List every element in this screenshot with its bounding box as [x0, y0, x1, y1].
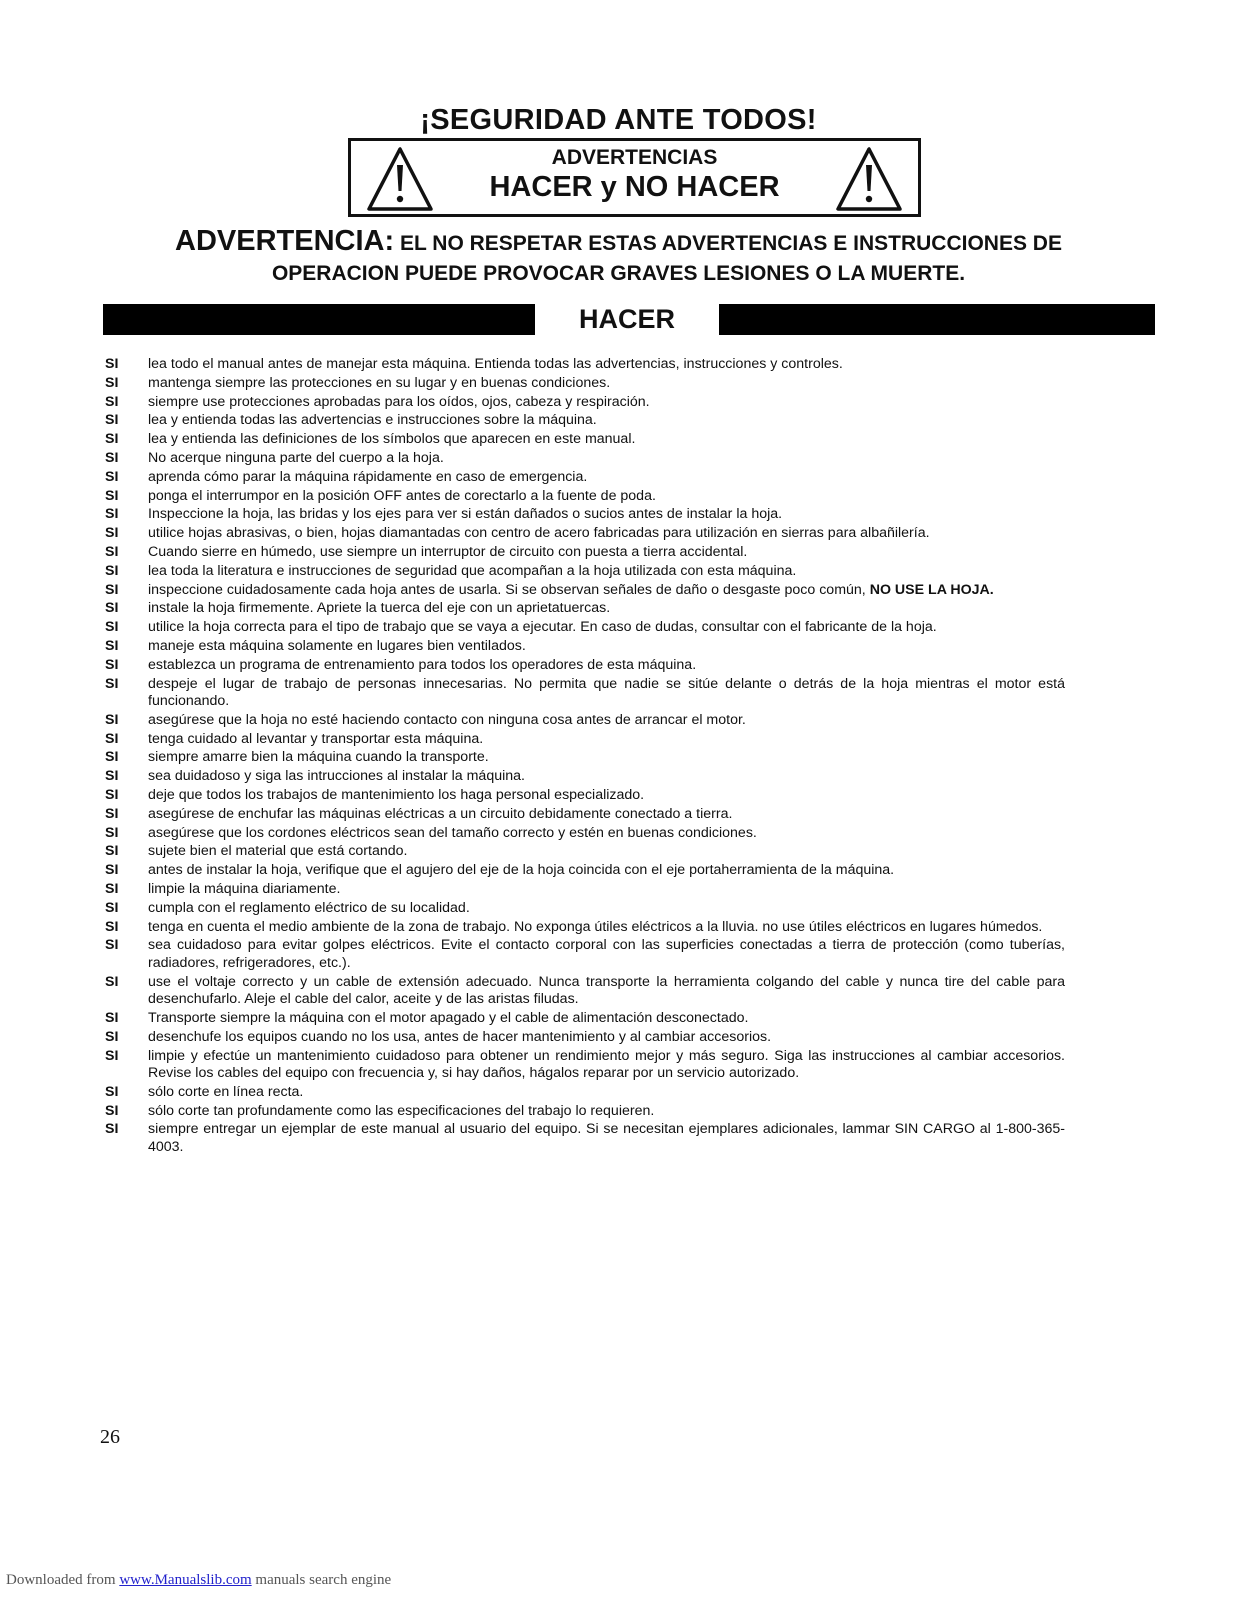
list-item — [105, 787, 1065, 805]
item-text — [148, 657, 1065, 675]
item-text-body: utilice la hoja correcta para el tipo de trabajo que se vaya a ejecutar. En caso de dudas, consultar con el fabricante de la hoja. — [148, 619, 937, 636]
list-item — [105, 1010, 1065, 1028]
item-text-body: lea y entienda todas las advertencias e instrucciones sobre la máquina. — [148, 412, 597, 429]
section-bar-right — [719, 304, 1155, 335]
list-item — [105, 900, 1065, 918]
list-item — [105, 450, 1065, 468]
item-marker: SI — [105, 805, 119, 822]
item-marker: SI — [105, 787, 119, 804]
item-text-body: asegúrese de enchufar las máquinas eléctricas a un circuito debidamente conectado a tierra. — [148, 805, 733, 822]
item-text — [148, 843, 1065, 861]
item-marker: SI — [105, 600, 119, 617]
item-text-body: asegúrese que la hoja no esté haciendo contacto con ninguna cosa antes de arrancar el motor. — [148, 711, 746, 728]
item-text-body: sujete bien el material que está cortando. — [148, 843, 408, 860]
item-marker: SI — [105, 1028, 119, 1045]
footer-link[interactable]: www.Manualslib.com — [119, 1572, 252, 1588]
item-text — [148, 525, 1065, 543]
item-text — [148, 375, 1065, 393]
warning-box-title: HACER y NO HACER — [489, 171, 780, 203]
list-item — [105, 1048, 1065, 1083]
item-text-body: No acerque ninguna parte del cuerpo a la hoja. — [148, 449, 444, 466]
item-text-body: limpie y efectúe un mantenimiento cuidadoso para obtener un rendimiento mejor y más seguro. Siga las instrucciones al cambiar accesorios. Revise los cables del equipo con frecuencia y, si hay daños, hágalos reparar por un servicio autorizado. — [148, 1047, 1065, 1082]
list-item — [105, 544, 1065, 562]
item-text — [148, 394, 1065, 412]
item-text-body: utilice hojas abrasivas, o bien, hojas diamantadas con centro de acero fabricadas para utilización en sierras para albañilería. — [148, 525, 930, 542]
warning-box — [348, 138, 921, 217]
item-marker: SI — [105, 862, 119, 879]
item-marker: SI — [105, 973, 119, 990]
list-item — [105, 881, 1065, 899]
item-text-body: desenchufe los equipos cuando no los usa, antes de hacer mantenimiento y al cambiar accesorios. — [148, 1028, 772, 1045]
list-item — [105, 356, 1065, 374]
item-text-body: limpie la máquina diariamente. — [148, 881, 341, 898]
item-text — [148, 619, 1065, 637]
item-marker: SI — [105, 1047, 119, 1064]
list-item — [105, 843, 1065, 861]
list-item — [105, 862, 1065, 880]
item-text — [148, 749, 1065, 767]
item-text — [148, 712, 1065, 730]
item-text-body: deje que todos los trabajos de mantenimiento los haga personal especializado. — [148, 787, 645, 804]
item-marker: SI — [105, 768, 119, 785]
item-text-body: lea y entienda las definiciones de los símbolos que aparecen en este manual. — [148, 431, 636, 448]
list-item — [105, 768, 1065, 786]
warning-box-subtitle: ADVERTENCIAS — [551, 146, 718, 169]
list-item — [105, 919, 1065, 937]
list-item — [105, 394, 1065, 412]
item-marker: SI — [105, 1083, 119, 1100]
item-marker: SI — [105, 711, 119, 728]
item-text-body: siempre entregar un ejemplar de este manual al usuario del equipo. Si se necesitan ejemplares adicionales, lammar SIN CARGO al 1-800-365-4003. — [148, 1121, 1065, 1155]
item-marker: SI — [105, 675, 119, 692]
item-text — [148, 919, 1065, 937]
item-text-body: siempre use protecciones aprobadas para los oídos, ojos, cabeza y respiración. — [148, 393, 650, 410]
item-text-body: siempre amarre bien la máquina cuando la transporte. — [148, 749, 489, 766]
item-text-body: establezca un programa de entrenamiento para todos los operadores de esta máquina. — [148, 656, 697, 673]
list-item — [105, 657, 1065, 675]
item-text-body: lea toda la literatura e instrucciones de seguridad que acompañan a la hoja utilizada con esta máquina. — [148, 562, 797, 579]
item-text — [148, 450, 1065, 468]
item-text-body: Inspeccione la hoja, las bridas y los ejes para ver si están dañados o sucios antes de instalar la hoja. — [148, 506, 783, 523]
item-text-body: cumpla con el reglamento eléctrico de su localidad. — [148, 899, 470, 916]
list-item — [105, 375, 1065, 393]
item-text — [148, 431, 1065, 449]
list-item — [105, 1029, 1065, 1047]
list-item — [105, 431, 1065, 449]
item-text-body: asegúrese que los cordones eléctricos sean del tamaño correcto y estén en buenas condiciones. — [148, 824, 757, 841]
footer-suffix: manuals search engine — [251, 1572, 392, 1588]
item-text — [148, 356, 1065, 374]
item-marker: SI — [105, 899, 119, 916]
item-marker: SI — [105, 543, 119, 560]
item-text — [148, 881, 1065, 899]
item-text-body: Transporte siempre la máquina con el motor apagado y el cable de alimentación desconectado. — [148, 1010, 749, 1026]
download-footer — [6, 1572, 391, 1589]
item-text-body: aprenda cómo parar la máquina rápidamente en caso de emergencia. — [148, 468, 588, 485]
item-text-body: sólo corte en línea recta. — [148, 1083, 304, 1100]
item-marker: SI — [105, 487, 119, 504]
list-item — [105, 1103, 1065, 1121]
item-marker: SI — [105, 468, 119, 485]
item-text — [148, 768, 1065, 786]
item-marker: SI — [105, 824, 119, 841]
item-text — [148, 582, 1065, 600]
footer-prefix: Downloaded from — [6, 1572, 120, 1588]
item-marker: SI — [105, 449, 119, 466]
item-text — [148, 862, 1065, 880]
item-text — [148, 469, 1065, 487]
item-text-body: sea cuidadoso para evitar golpes eléctricos. Evite el contacto corporal con las superficies conectadas a tierra de protección (como tuberías, radiadores, refrigeradores, etc.). — [148, 937, 1065, 971]
item-text-body: instale la hoja firmemente. Apriete la tuerca del eje con un aprietatuercas. — [148, 600, 611, 617]
list-item — [105, 712, 1065, 730]
item-text — [148, 506, 1065, 524]
list-item — [105, 600, 1065, 618]
item-text-body: use el voltaje correcto y un cable de extensión adecuado. Nunca transporte la herramienta colgando del cable y nunca tire del cable para desenchufarlo. Aleje el cable del calor, aceite y de las aristas filudas. — [148, 973, 1065, 1008]
warning-line-2: OPERACION PUEDE PROVOCAR GRAVES LESIONES O LA MUERTE. — [271, 262, 966, 285]
item-text — [148, 1029, 1065, 1047]
item-marker: SI — [105, 525, 119, 542]
item-text — [148, 488, 1065, 506]
item-marker: SI — [105, 656, 119, 673]
item-marker: SI — [105, 1102, 119, 1119]
item-text — [148, 1121, 1065, 1156]
list-item — [105, 525, 1065, 543]
item-text — [148, 825, 1065, 843]
item-text — [148, 600, 1065, 618]
item-marker: SI — [105, 730, 119, 747]
list-item — [105, 749, 1065, 767]
item-text — [148, 412, 1065, 430]
item-marker: SI — [105, 393, 119, 410]
item-text — [148, 638, 1065, 656]
item-text — [148, 974, 1065, 1009]
item-text — [148, 1103, 1065, 1121]
item-text-body: ponga el interrumpor en la posición OFF antes de corectarlo a la fuente de poda. — [148, 487, 656, 504]
item-text — [148, 1010, 1065, 1028]
item-text — [148, 544, 1065, 562]
list-item — [105, 974, 1065, 1009]
item-marker: SI — [105, 581, 119, 598]
list-item — [105, 619, 1065, 637]
item-marker: SI — [105, 506, 119, 523]
item-text-body: inspeccione cuidadosamente cada hoja antes de usarla. Si se observan señales de daño o desgaste poco común, — [148, 581, 866, 598]
item-marker: SI — [105, 619, 119, 636]
item-marker: SI — [105, 562, 119, 579]
list-item — [105, 582, 1065, 600]
list-item — [105, 563, 1065, 581]
warning-line-1: EL NO RESPETAR ESTAS ADVERTENCIAS E INSTRUCCIONES DE — [394, 232, 1062, 255]
item-text — [148, 787, 1065, 805]
list-item — [105, 731, 1065, 749]
list-item — [105, 676, 1065, 711]
list-item — [105, 469, 1065, 487]
item-text — [148, 731, 1065, 749]
list-item — [105, 638, 1065, 656]
item-marker: SI — [105, 356, 119, 372]
list-item — [105, 937, 1065, 972]
item-text — [148, 676, 1065, 711]
item-text — [148, 900, 1065, 918]
item-text-body: Cuando sierre en húmedo, use siempre un interruptor de circuito con puesta a tierra accidental. — [148, 543, 748, 560]
warning-triangle-icon — [834, 145, 904, 213]
list-item — [105, 825, 1065, 843]
item-text — [148, 806, 1065, 824]
item-marker: SI — [105, 843, 119, 860]
page-title: ¡SEGURIDAD ANTE TODOS! — [420, 104, 817, 136]
item-text-body: maneje esta máquina solamente en lugares bien ventilados. — [148, 637, 526, 654]
item-text-body: lea todo el manual antes de manejar esta máquina. Entienda todas las advertencias, instrucciones y controles. — [148, 356, 843, 372]
item-marker: SI — [105, 881, 119, 898]
item-text-body: antes de instalar la hoja, verifique que el agujero del eje de la hoja coincida con el eje portaherramienta de la máquina. — [148, 862, 895, 879]
item-text — [148, 937, 1065, 972]
list-item — [105, 412, 1065, 430]
list-item — [105, 488, 1065, 506]
section-bar-left — [103, 304, 535, 335]
section-title: HACER — [578, 304, 675, 334]
item-marker: SI — [105, 918, 119, 935]
do-list — [105, 356, 1065, 1158]
item-text-body: tenga cuidado al levantar y transportar esta máquina. — [148, 730, 484, 747]
item-text-body: tenga en cuenta el medio ambiente de la zona de trabajo. No exponga útiles eléctricos a la lluvia. no use útiles eléctricos en lugares húmedos. — [148, 918, 1043, 935]
item-text — [148, 1084, 1065, 1102]
item-marker: SI — [105, 431, 119, 448]
item-marker: SI — [105, 412, 119, 429]
item-marker: SI — [105, 374, 119, 391]
item-marker: SI — [105, 1010, 119, 1026]
item-marker: SI — [105, 637, 119, 654]
item-marker: SI — [105, 749, 119, 766]
list-item — [105, 1084, 1065, 1102]
item-text-body: sólo corte tan profundamente como las especificaciones del trabajo lo requieren. — [148, 1102, 655, 1119]
item-text-body: mantenga siempre las protecciones en su lugar y en buenas condiciones. — [148, 374, 611, 391]
item-marker: SI — [105, 1121, 119, 1138]
warning-statement — [0, 225, 1237, 286]
item-text — [148, 1048, 1065, 1083]
item-text-body: sea duidadoso y siga las intrucciones al instalar la máquina. — [148, 768, 525, 785]
list-item — [105, 806, 1065, 824]
item-text-emphasis: NO USE LA HOJA. — [869, 581, 994, 598]
list-item — [105, 1121, 1065, 1156]
item-text-body: despeje el lugar de trabajo de personas innecesarias. No permita que nadie se sitúe delante o detrás de la hoja mientras el motor está funcionando. — [148, 675, 1065, 710]
item-text — [148, 563, 1065, 581]
page-number: 26 — [100, 1426, 120, 1448]
list-item — [105, 506, 1065, 524]
item-marker: SI — [105, 937, 119, 954]
warning-label: ADVERTENCIA: — [175, 225, 395, 257]
